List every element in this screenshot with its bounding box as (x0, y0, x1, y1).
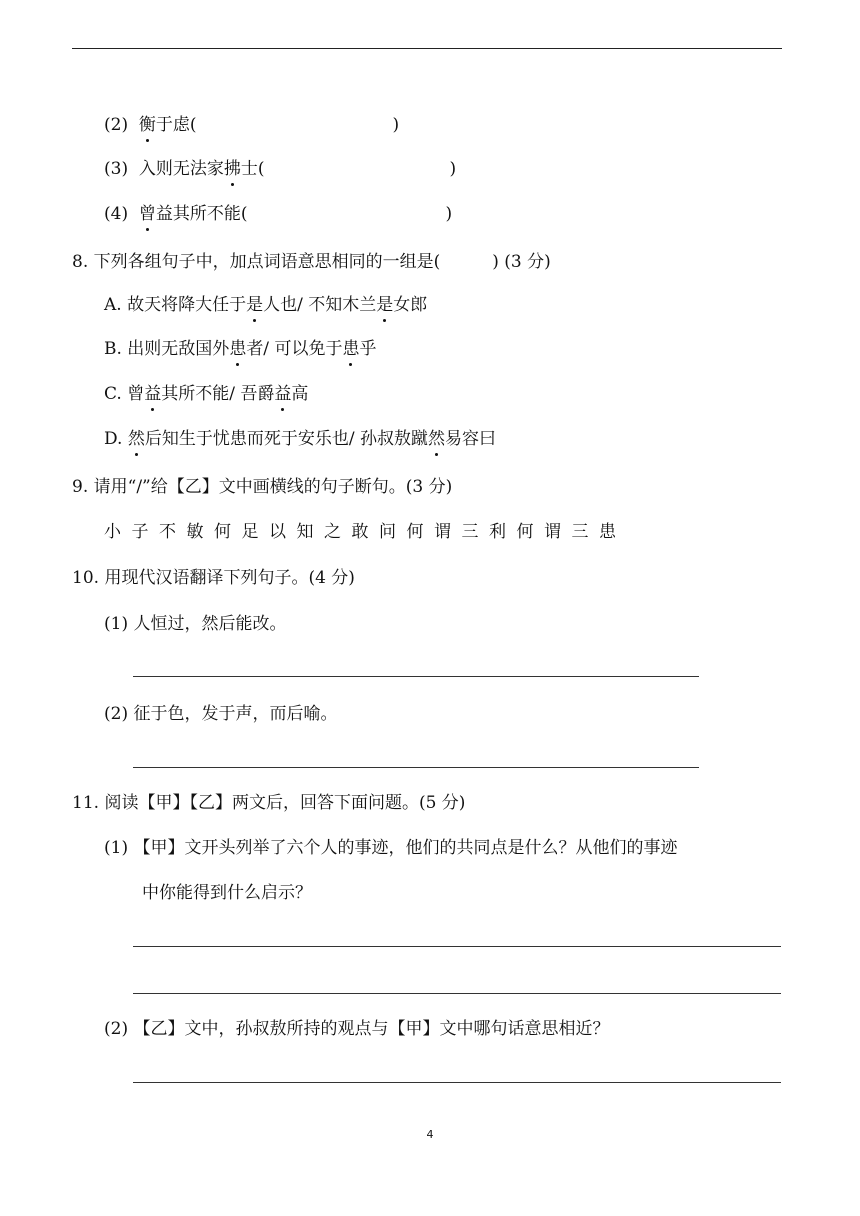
q10-item-1: (1) 人恒过，然后能改。 (104, 614, 287, 634)
q11-item-1-cont: 中你能得到什么启示？ (142, 883, 312, 903)
item-number: (2) (104, 115, 129, 135)
q7-item-3: (3) 入则无法家拂士( ) (104, 159, 457, 179)
q8-option-a: A. 故天将降大任于是人也/ 不知木兰是女郎 (104, 295, 428, 315)
q10-stem: 10. 用现代汉语翻译下列句子。(4 分) (72, 568, 355, 588)
q8-option-b: B. 出则无敌国外患者/ 可以免于患乎 (104, 339, 377, 359)
q9-sentence: 小子不敏何足以知之敢问何谓三利何谓三患 (104, 522, 627, 542)
q7-item-4: (4) 曾益其所不能( ) (104, 204, 453, 224)
answer-line[interactable] (133, 993, 781, 994)
q11-stem: 11. 阅读【甲】【乙】两文后，回答下面问题。(5 分) (72, 793, 466, 813)
answer-line[interactable] (133, 1082, 781, 1083)
answer-line[interactable] (133, 946, 781, 947)
dotted-char: 患 (229, 339, 247, 359)
page-number: 4 (426, 1128, 434, 1141)
dotted-char: 拂 (223, 159, 241, 179)
dotted-char: 衡 (138, 115, 156, 135)
dotted-char: 益 (274, 384, 292, 404)
item-number: (4) (104, 204, 129, 224)
q9-stem: 9. 请用“/”给【乙】文中画横线的句子断句。(3 分) (72, 477, 453, 497)
answer-line[interactable] (133, 676, 699, 677)
dotted-char: 益 (144, 384, 162, 404)
dotted-char: 然 (427, 429, 445, 449)
q7-item-2: (2) 衡于虑( ) (104, 115, 400, 135)
answer-line[interactable] (133, 767, 699, 768)
q11-item-2: (2) 【乙】文中，孙叔敖所持的观点与【甲】文中哪句话意思相近？ (104, 1019, 610, 1039)
item-number: (3) (104, 159, 129, 179)
dotted-char: 是 (246, 295, 264, 315)
q11-item-1: (1) 【甲】文开头列举了六个人的事迹，他们的共同点是什么？从他们的事迹 (104, 838, 678, 858)
dotted-char: 然 (127, 429, 145, 449)
q10-item-2: (2) 征于色，发于声，而后喻。 (104, 704, 338, 724)
header-rule (72, 48, 782, 49)
dotted-char: 曾 (138, 204, 156, 224)
q8-stem: 8. 下列各组句子中，加点词语意思相同的一组是( ) (3 分) (72, 252, 551, 272)
dotted-char: 患 (342, 339, 360, 359)
q8-option-c: C. 曾益其所不能/ 吾爵益高 (104, 384, 309, 404)
dotted-char: 是 (376, 295, 394, 315)
q8-option-d: D. 然后知生于忧患而死于安乐也/ 孙叔敖蹴然易容曰 (104, 429, 496, 449)
